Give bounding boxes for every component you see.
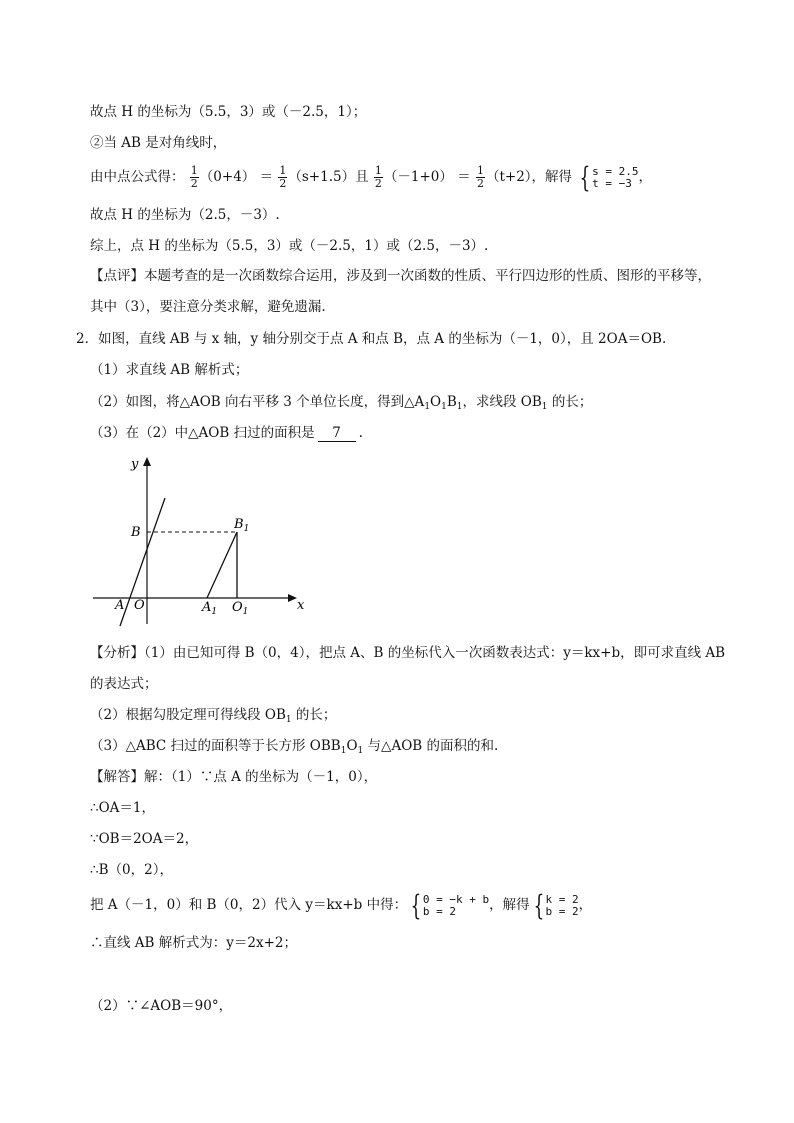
solution-5: 把 A（－1，0）和 B（0，2）代入 y＝kx+b 中得： { 0 = −k + b b = 2 ，解得 { k = 2 b = 2 ， [90, 888, 593, 922]
x-axis-arrow-icon [288, 594, 297, 602]
label-y: y [131, 457, 139, 472]
solution-1: 【解答】解：（1）∵点 A 的坐标为（－1，0）， [90, 769, 378, 785]
brace-icon: { [410, 888, 422, 922]
line-case-2: ②当 AB 是对角线时， [90, 135, 227, 151]
fraction: $\frac{1}{2}$ [476, 164, 484, 190]
y-axis-arrow-icon [143, 457, 151, 466]
line-comment-2: 其中（3），要注意分类求解，避免遗漏. [90, 299, 326, 315]
fraction: $\frac{1}{2}$ [279, 164, 287, 190]
question-2: （2）如图，将△AOB 向右平移 3 个单位长度，得到$\triangle A_1O_1B_1$，求线段 $OB_1$ 的长； [90, 394, 593, 412]
label-b: B [131, 525, 141, 540]
brace-icon: { [533, 888, 544, 922]
line-midpoint-formula: 由中点公式得： $\frac{1}{2}$ （0+4） ＝ $\frac{1}{2}$ （s+1.5）且 $\frac{1}{2}$ （－1+0） ＝ $\frac{1}{2}$ （t+2），解得 { s = 2.5 t = −3 ， [90, 160, 653, 194]
answer-blank: 7 [318, 426, 356, 442]
solution-3: ∵OB＝2OA＝2， [90, 831, 199, 847]
line-conclusion-2: 故点 H 的坐标为（2.5，－3）. [90, 207, 280, 223]
solution-7: （2）∵∠AOB＝90°， [90, 998, 233, 1014]
brace-icon: { [579, 160, 591, 194]
analysis-3: （3）△ABC 扫过的面积等于长方形 $OBB_1O_1$ 与△AOB 的面积的和. [90, 738, 499, 756]
question-1: （1）求直线 AB 解析式； [90, 362, 249, 378]
coordinate-figure [85, 452, 325, 627]
fraction: $\frac{1}{2}$ [190, 164, 198, 190]
analysis-2: （2）根据勾股定理可得线段 $OB_1$ 的长； [90, 707, 337, 725]
equation-system-3: k = 2 b = 2 [545, 892, 579, 918]
line-summary: 综上，点 H 的坐标为（5.5，3）或（－2.5，1）或（2.5，－3）. [90, 238, 489, 254]
label-a: A [115, 598, 125, 613]
label-a1: $A_1$ [202, 600, 218, 617]
label-o: O [134, 598, 145, 613]
analysis-1-cont: 的表达式； [90, 676, 158, 692]
equation-system-1: s = 2.5 t = −3 [592, 164, 639, 190]
segment-a1b1 [207, 532, 237, 598]
label-x: x [297, 598, 305, 613]
label-b1: $B_1$ [234, 517, 250, 534]
line-conclusion-1: 故点 H 的坐标为（5.5，3）或（－2.5，1）； [90, 104, 367, 120]
solution-4: ∴B（0，2）， [90, 862, 173, 878]
equation-system-2: 0 = −k + b b = 2 [422, 892, 490, 918]
question-3: （3）在（2）中△AOB 扫过的面积是 7 . [90, 425, 363, 441]
analysis-1: 【分析】（1）由已知可得 B（0，4），把点 A、B 的坐标代入一次函数表达式：y＝kx+b，即可求直线 AB [90, 645, 726, 661]
line-comment: 【点评】本题考查的是一次函数综合运用，涉及到一次函数的性质、平行四边形的性质、图形的平移等， [90, 268, 711, 284]
solution-2: ∴OA＝1， [90, 800, 155, 816]
problem-2-statement: 2．如图，直线 AB 与 x 轴，y 轴分别交于点 A 和点 B，点 A 的坐标为（－1，0），且 2OA＝OB. [76, 331, 667, 347]
label-o1: $O_1$ [232, 600, 249, 617]
solution-6: ∴直线 AB 解析式为：y＝2x+2； [90, 935, 297, 951]
fraction: $\frac{1}{2}$ [374, 164, 382, 190]
